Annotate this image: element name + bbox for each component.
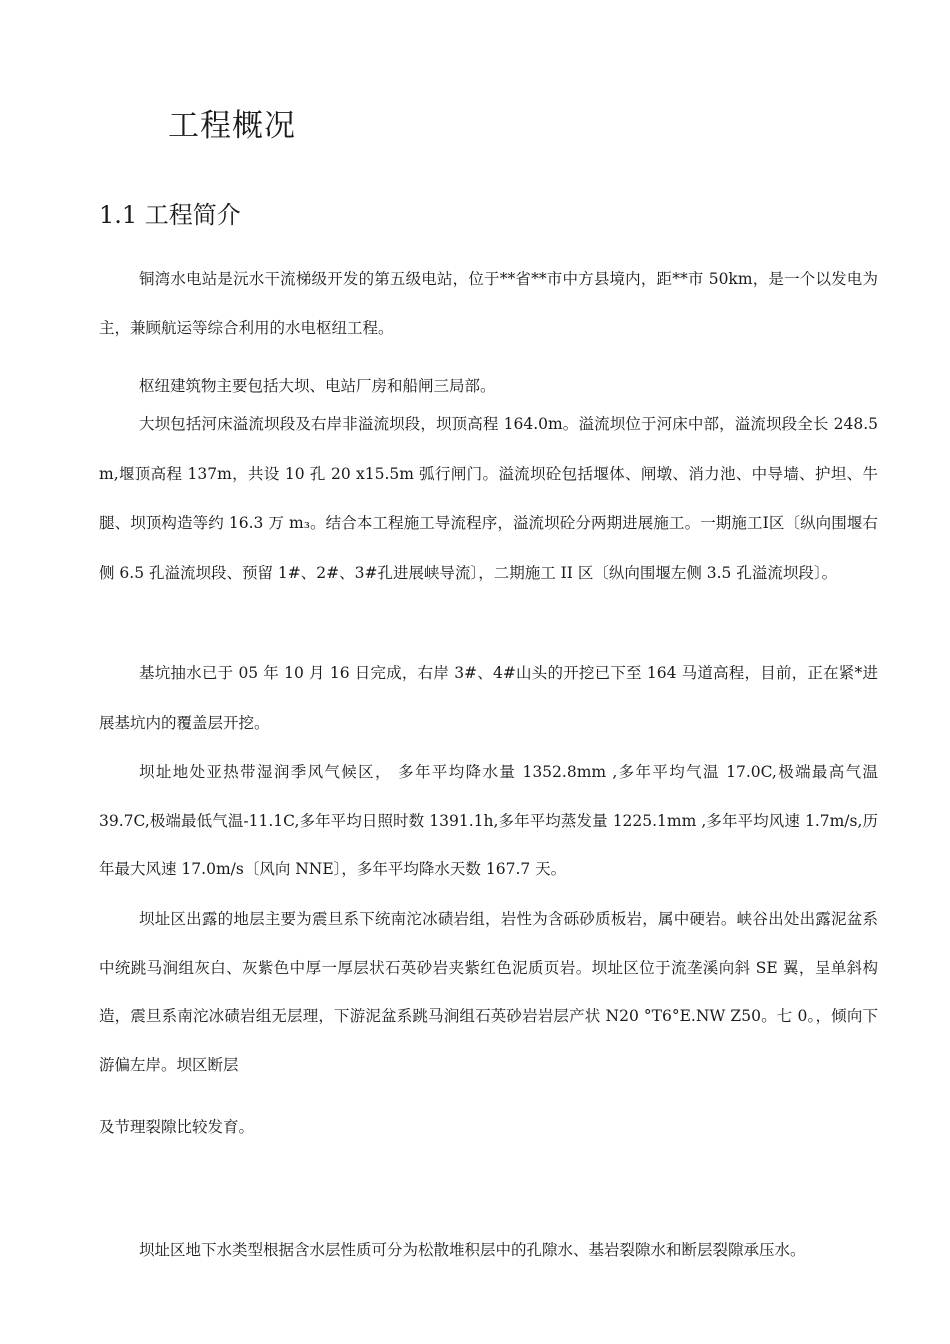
paragraph-dam: 大坝包括河床溢流坝段及右岸非溢流坝段，坝顶高程 164.0m。溢流坝位于河床中部，溢流坝段全长 248.5 m,堰顶高程 137m，共设 10 孔 20 x15.5m 弧行闸门。溢流坝砼包括堰体、闸墩、消力池、中导墙、护坦、牛腿、坝顶构造等约 16.3 万 m₃。结合本工程施工导流程序，溢流坝砼分两期进展施工。一期施工Ⅰ区〔纵向围堰右侧 6.5 孔溢流坝段、预留 1#、2#、3#孔进展峡导流〕，二期施工 II 区〔纵向围堰左侧 3.5 孔溢流坝段〕。 [99,415,878,582]
paragraph-structures: 枢纽建筑物主要包括大坝、电站厂房和船闸三局部。 [139,377,496,395]
paragraph-climate: 坝址地处亚热带湿润季风气候区， 多年平均降水量 1352.8mm ,多年平均气温 17.0C,极端最高气温 39.7C,极端最低气温-11.1C,多年平均日照时数 1391.1h,多年平均蒸发量 1225.1mm ,多年平均风速 1.7m/s,历年最大风速 17.0m/s〔风向 NNE〕，多年平均降水天数 167.7 天。 [99,763,878,878]
paragraph-geology: 坝址区出露的地层主要为震旦系下统南沱冰碛岩组，岩性为含砾砂质板岩，属中硬岩。峡谷出处出露泥盆系中统跳马涧组灰白、灰紫色中厚一厚层状石英砂岩夹紫红色泥质页岩。坝址区位于流垄溪向斜 SE 翼，呈单斜构造，震旦系南沱冰碛岩组无层理，下游泥盆系跳马涧组石英砂岩岩层产状 N20 °T6°E.NW Z50。七 0。，倾向下游偏左岸。坝区断层 [99,910,878,1074]
paragraph-progress: 基坑抽水已于 05 年 10 月 16 日完成，右岸 3#、4#山头的开挖已下至 164 马道高程，目前，正在紧*进展基坑内的覆盖层开挖。 [99,664,878,732]
document-title: 工程概况 [168,108,296,144]
paragraph-overview: 铜湾水电站是沅水干流梯级开发的第五级电站，位于**省**市中方县境内，距**市 50km，是一个以发电为主，兼顾航运等综合利用的水电枢纽工程。 [99,270,878,337]
paragraph-geology-continued: 及节理裂隙比较发育。 [99,1118,255,1136]
paragraph-groundwater: 坝址区地下水类型根据含水层性质可分为松散堆积层中的孔隙水、基岩裂隙水和断层裂隙承压水。 [139,1241,806,1259]
section-heading: 1.1 工程简介 [99,201,241,229]
